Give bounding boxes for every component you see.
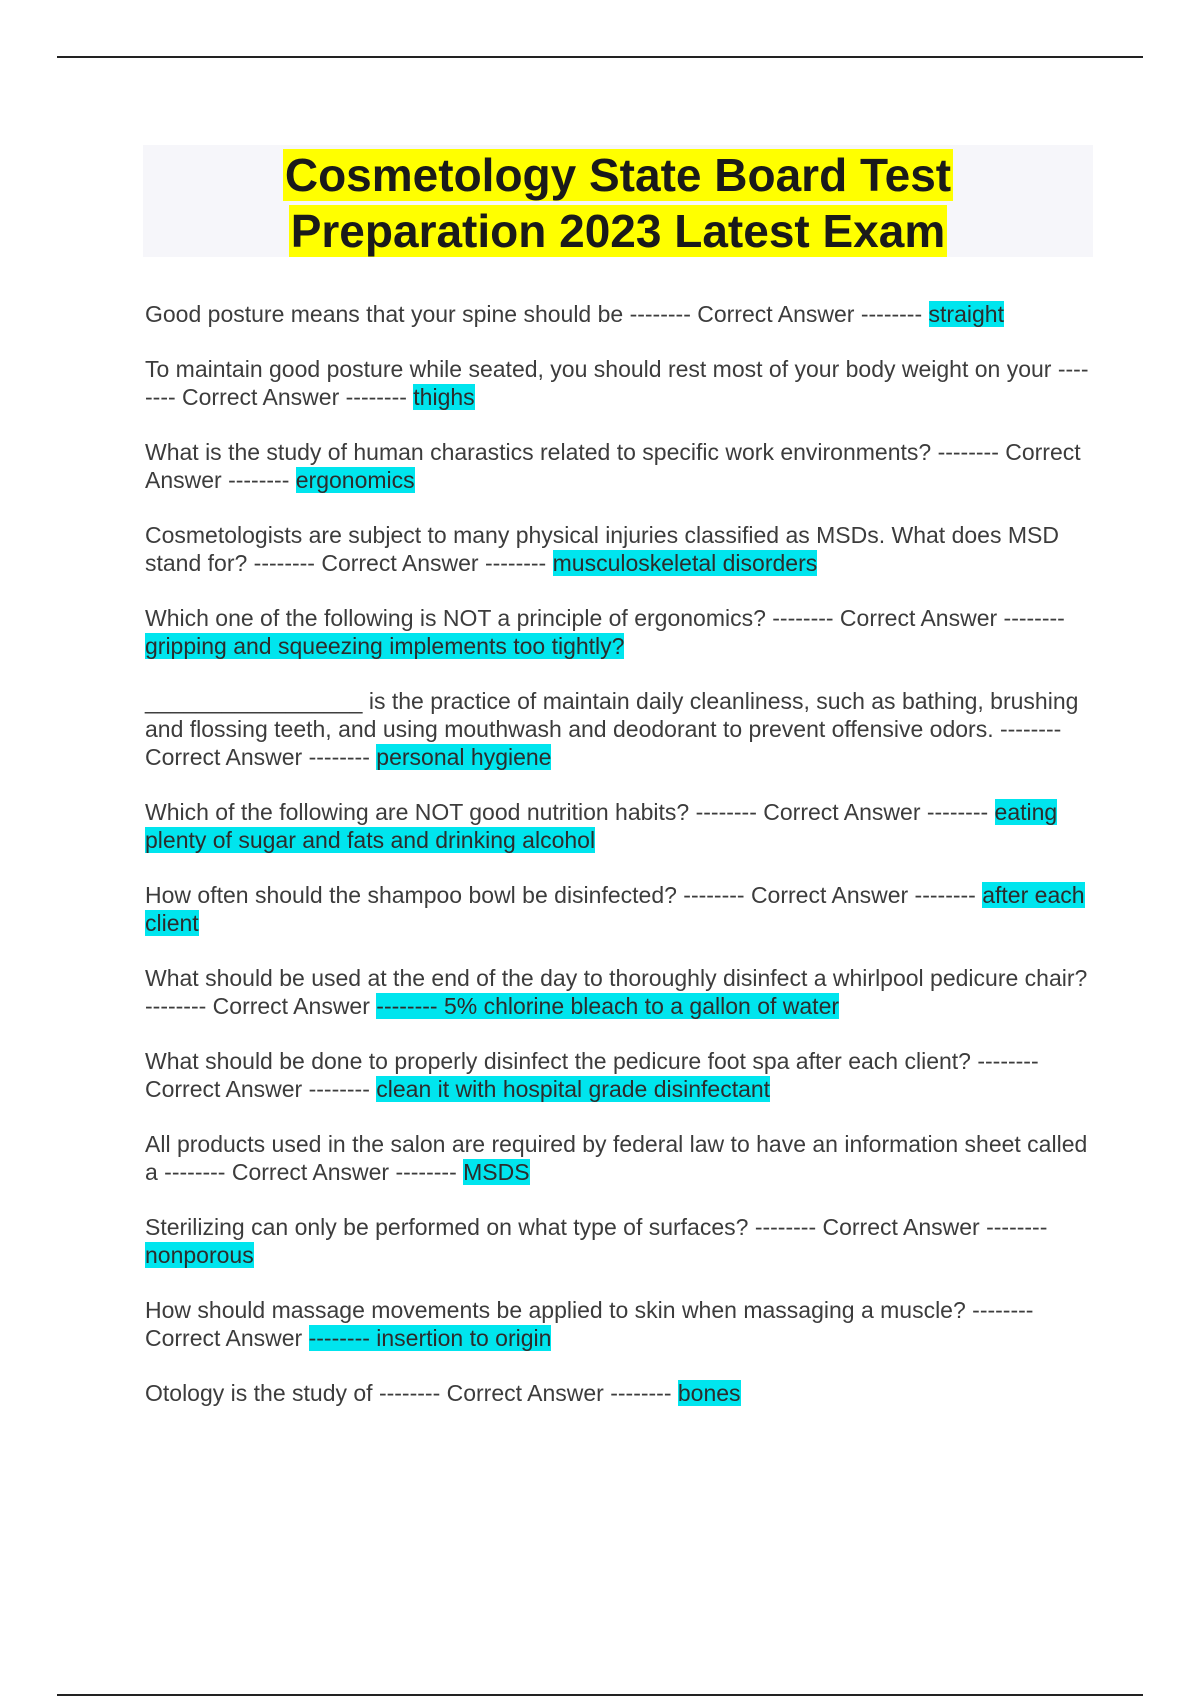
bottom-rule bbox=[57, 1694, 1143, 1696]
title-banner bbox=[143, 145, 1093, 257]
answer-text: straight bbox=[928, 301, 1004, 327]
qa-item bbox=[145, 300, 1090, 328]
answer-text: -------- insertion to origin bbox=[308, 1325, 552, 1351]
qa-item bbox=[145, 521, 1090, 577]
answer-text: ergonomics bbox=[295, 467, 415, 493]
question-text: Which of the following are NOT good nutrition habits? -------- Correct Answer -------- bbox=[145, 799, 995, 825]
question-text: What is the study of human charastics related to specific work environments? -------- Correct Answer -------- bbox=[145, 439, 1081, 493]
answer-text: nonporous bbox=[145, 1242, 254, 1268]
answer-text: personal hygiene bbox=[376, 744, 552, 770]
question-text: Otology is the study of -------- Correct Answer -------- bbox=[145, 1380, 678, 1406]
question-text: How should massage movements be applied to skin when massaging a muscle? -------- Correct Answer bbox=[145, 1297, 1034, 1351]
question-text: Sterilizing can only be performed on what type of surfaces? -------- Correct Answer -------- bbox=[145, 1214, 1048, 1240]
answer-text: bones bbox=[677, 1380, 741, 1406]
answer-text: thighs bbox=[413, 384, 475, 410]
answer-text: MSDS bbox=[463, 1159, 530, 1185]
qa-item bbox=[145, 355, 1090, 411]
qa-item bbox=[145, 1379, 1090, 1407]
top-rule bbox=[57, 56, 1143, 58]
title-line-2: Preparation 2023 Latest Exam bbox=[290, 205, 946, 257]
question-text: How often should the shampoo bowl be disinfected? -------- Correct Answer -------- bbox=[145, 882, 983, 908]
qa-item bbox=[145, 604, 1090, 660]
qa-item bbox=[145, 438, 1090, 494]
answer-text: clean it with hospital grade disinfectant bbox=[376, 1076, 771, 1102]
question-answer-list bbox=[145, 300, 1090, 1434]
answer-text: -------- 5% chlorine bleach to a gallon of water bbox=[376, 993, 840, 1019]
qa-item bbox=[145, 1130, 1090, 1186]
question-text: What should be used at the end of the day to thoroughly disinfect a whirlpool pedicure chair? -------- Correct Answer bbox=[145, 965, 1088, 1019]
document-title bbox=[143, 145, 1093, 259]
question-text: What should be done to properly disinfect the pedicure foot spa after each client? -------- Correct Answer -------- bbox=[145, 1048, 1039, 1102]
question-text: _________________ is the practice of maintain daily cleanliness, such as bathing, brushing and flossing teeth, and using mouthwash and deodorant to prevent offensive odors. -------- Correct Answer -------- bbox=[145, 688, 1079, 770]
qa-item bbox=[145, 1296, 1090, 1352]
answer-text: after each client bbox=[145, 882, 1085, 936]
question-text: Which one of the following is NOT a principle of ergonomics? -------- Correct Answer -------- bbox=[145, 605, 1065, 631]
qa-item bbox=[145, 964, 1090, 1020]
answer-text: musculoskeletal disorders bbox=[552, 550, 818, 576]
qa-item bbox=[145, 1213, 1090, 1269]
qa-item bbox=[145, 798, 1090, 854]
question-text: To maintain good posture while seated, you should rest most of your body weight on your -------- Correct Answer -------- bbox=[145, 356, 1089, 410]
qa-item bbox=[145, 881, 1090, 937]
question-text: Good posture means that your spine should be -------- Correct Answer -------- bbox=[145, 301, 929, 327]
qa-item bbox=[145, 1047, 1090, 1103]
title-line-1: Cosmetology State Board Test bbox=[284, 149, 952, 201]
question-text: Cosmetologists are subject to many physical injuries classified as MSDs. What does MSD stand for? -------- Correct Answer -------- bbox=[145, 522, 1059, 576]
question-text: All products used in the salon are required by federal law to have an information sheet called a -------- Correct Answer -------- bbox=[145, 1131, 1088, 1185]
answer-text: eating plenty of sugar and fats and drinking alcohol bbox=[145, 799, 1058, 853]
qa-item bbox=[145, 687, 1090, 771]
answer-text: gripping and squeezing implements too tightly? bbox=[145, 633, 625, 659]
